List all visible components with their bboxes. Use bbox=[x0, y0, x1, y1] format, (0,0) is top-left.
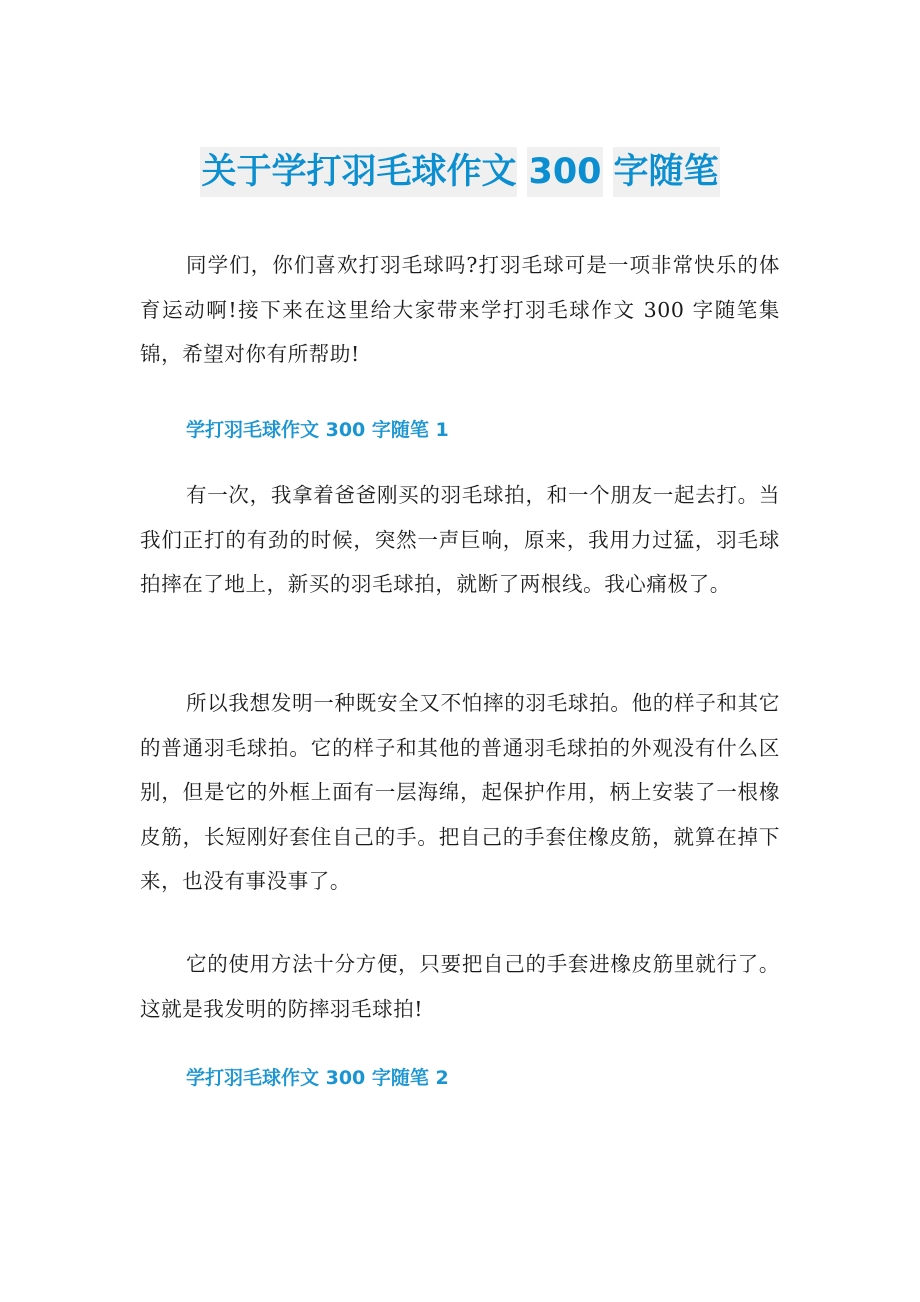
title-segment: 字随笔 bbox=[613, 147, 720, 197]
title-segment: 300 bbox=[527, 147, 602, 197]
document-title bbox=[0, 147, 920, 197]
section-heading: 学打羽毛球作文 300 字随笔 2 bbox=[186, 1067, 449, 1089]
body-paragraph: 它的使用方法十分方便，只要把自己的手套进橡皮筋里就行了。这就是我发明的防摔羽毛球拍! bbox=[140, 952, 780, 1021]
body-paragraph: 所以我想发明一种既安全又不怕摔的羽毛球拍。他的样子和其它的普通羽毛球拍。它的样子和其他的普通羽毛球拍的外观没有什么区别，但是它的外框上面有一层海绵，起保护作用，柄上安装了一根橡皮筋，长短刚好套住自己的手。把自己的手套住橡皮筋，就算在掉下来，也没有事没事了。 bbox=[140, 691, 780, 893]
section-heading: 学打羽毛球作文 300 字随笔 1 bbox=[186, 419, 449, 441]
body-paragraph: 有一次，我拿着爸爸刚买的羽毛球拍，和一个朋友一起去打。当我们正打的有劲的时候，突然一声巨响，原来，我用力过猛，羽毛球拍摔在了地上，新买的羽毛球拍，就断了两根线。我心痛极了。 bbox=[140, 483, 780, 596]
title-segment: 关于学打羽毛球作文 bbox=[200, 147, 517, 197]
intro-paragraph: 同学们，你们喜欢打羽毛球吗?打羽毛球可是一项非常快乐的体育运动啊!接下来在这里给大家带来学打羽毛球作文 300 字随笔集锦，希望对你有所帮助! bbox=[140, 253, 780, 366]
